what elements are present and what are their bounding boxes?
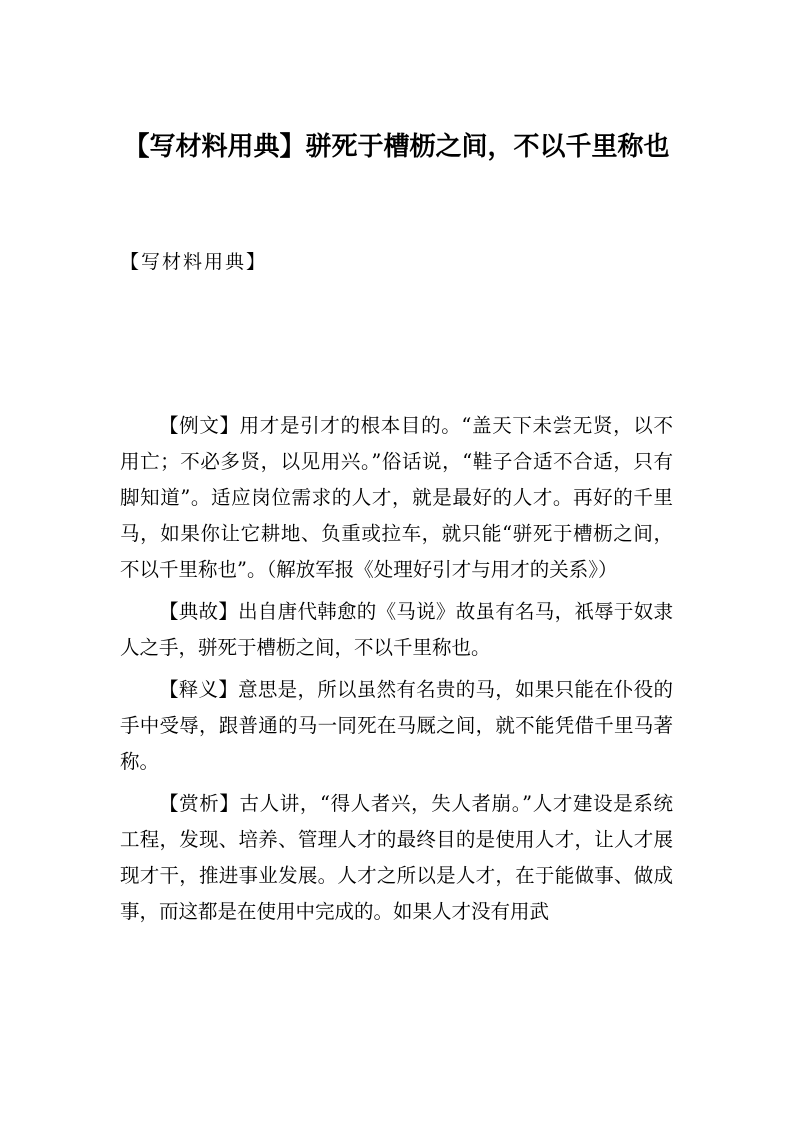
paragraph-text: 古人讲，“得人者兴，失人者崩。”人才建设是系统工程，发现、培养、管理人才的最终目的是使用人才，让人才展现才干，推进事业发展。人才之所以是人才，在于能做事、做成事，而这都是在使用中完成的。如果人才没有用武 [120,792,673,923]
paragraph-allusion [120,594,673,666]
paragraph-text: 用才是引才的根本目的。“盖天下未尝无贤，以不用亡；不必多贤，以见用兴。”俗话说，“鞋子合适不合适，只有脚知道”。适应岗位需求的人才，就是最好的人才。再好的千里马，如果你让它耕地、负重或拉车，就只能“骈死于槽枥之间，不以千里称也”。（解放军报《处理好引才与用才的关系》） [120,414,673,581]
paragraph-text: 意思是，所以虽然有名贵的马，如果只能在仆役的手中受辱，跟普通的马一同死在马厩之间，就不能凭借千里马著称。 [120,678,673,773]
paragraph-tag: 【释义】 [159,678,239,701]
paragraph-tag: 【典故】 [159,600,239,623]
paragraph-text: 出自唐代韩愈的《马说》故虽有名马，祇辱于奴隶人之手，骈死于槽枥之间，不以千里称也。 [120,600,673,659]
paragraph-example [120,408,673,588]
paragraph-meaning [120,672,673,780]
paragraph-appreciation [120,786,673,930]
paragraph-tag: 【赏析】 [159,792,240,815]
subheading: 【写材料用典】 [120,251,268,273]
paragraph-tag: 【例文】 [159,414,240,437]
article-body [120,408,673,936]
page-title: 【写材料用典】骈死于槽枥之间，不以千里称也 [123,132,670,162]
